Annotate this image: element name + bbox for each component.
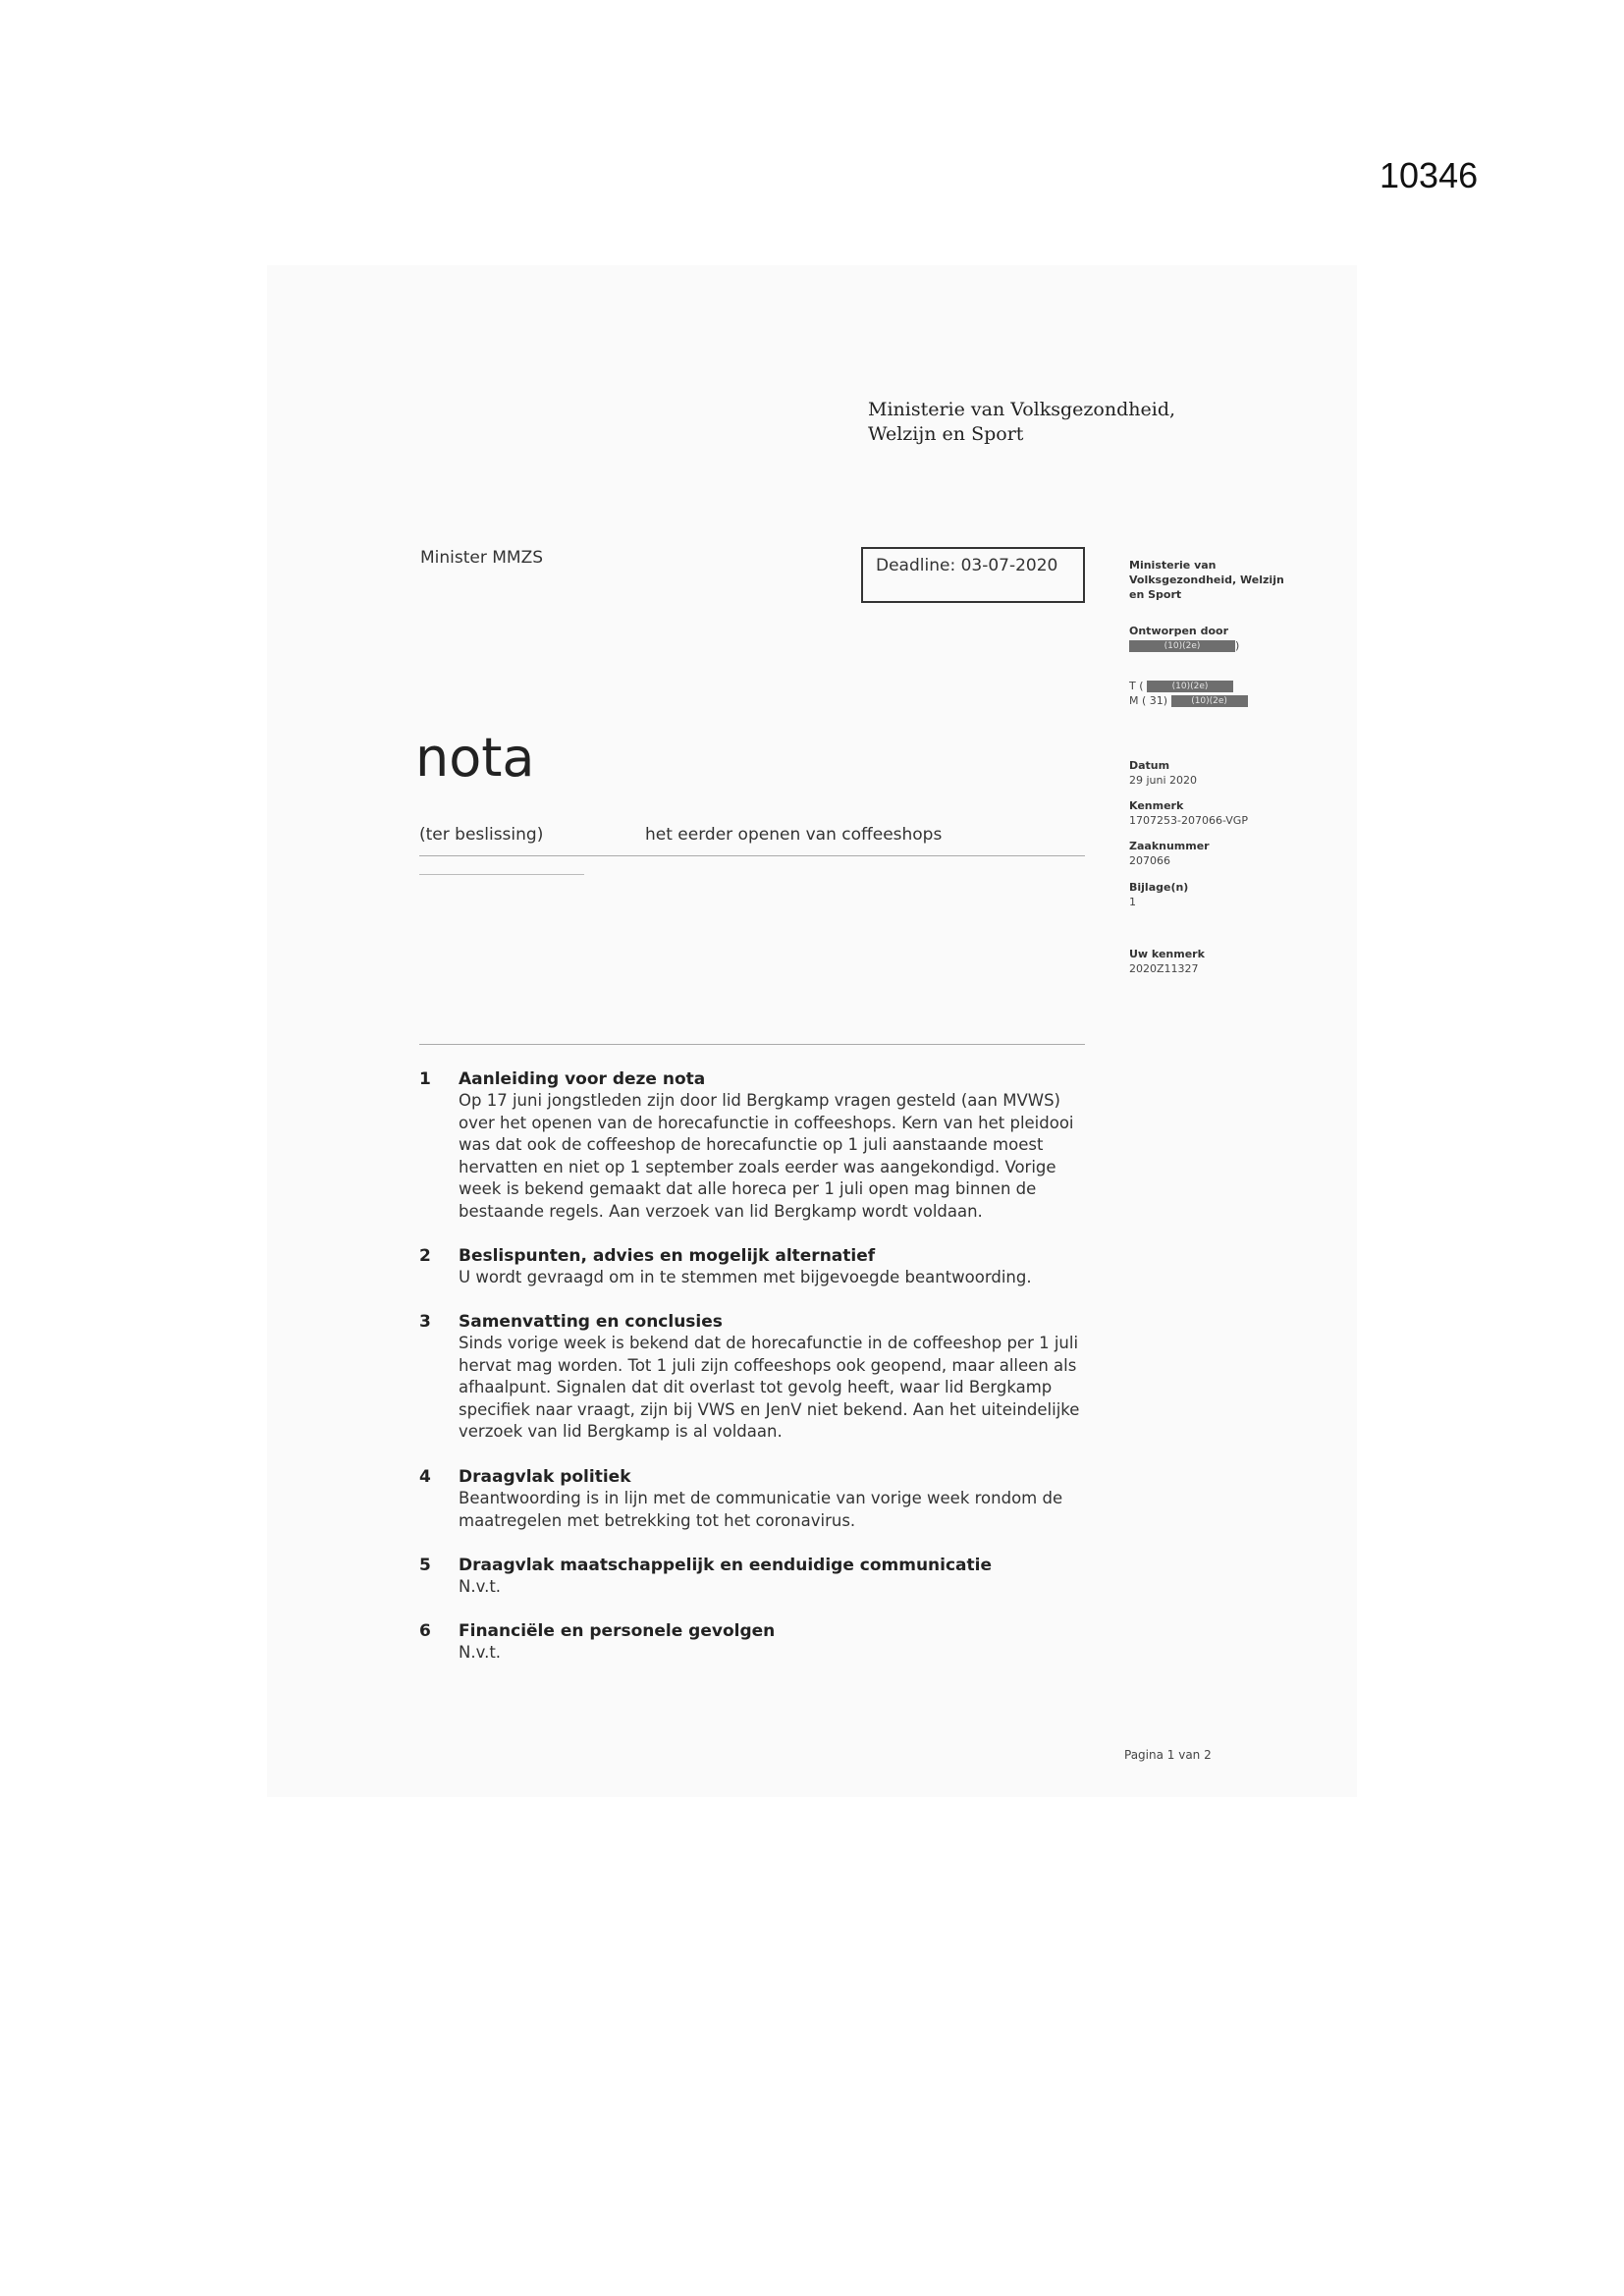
- bijlagen-block: [1129, 880, 1326, 909]
- sidebar-org-line: Ministerie van: [1129, 559, 1217, 572]
- ministry-letterhead: [868, 398, 1175, 447]
- section-number: 6: [419, 1621, 431, 1641]
- divider: [419, 874, 584, 875]
- section-heading: Aanleiding voor deze nota: [459, 1069, 706, 1089]
- kenmerk-label: Kenmerk: [1129, 799, 1184, 812]
- date-block: [1129, 758, 1326, 788]
- section: [419, 1068, 1074, 1223]
- section: [419, 1245, 1032, 1289]
- kenmerk-value: 1707253-207066-VGP: [1129, 814, 1248, 827]
- bijlagen-value: 1: [1129, 896, 1136, 908]
- body-line: week is bekend gemaakt dat alle horeca per 1 juli open mag binnen de: [459, 1179, 1037, 1198]
- phone-t-prefix: T (: [1129, 680, 1144, 692]
- designed-by-label: Ontworpen door: [1129, 625, 1228, 637]
- zaaknummer-label: Zaaknummer: [1129, 840, 1210, 852]
- section-heading: Draagvlak politiek: [459, 1467, 631, 1487]
- deadline-box: Deadline: 03-07-2020: [861, 547, 1085, 603]
- divider: [419, 855, 1085, 856]
- uw-kenmerk-value: 2020Z11327: [1129, 962, 1199, 975]
- body-line: was dat ook de coffeeshop de horecafunctie op 1 juli aanstaande moest: [459, 1135, 1044, 1154]
- section-number: 3: [419, 1312, 431, 1332]
- sidebar-org: [1129, 558, 1326, 602]
- section-body: [459, 1267, 1032, 1289]
- page-title: nota: [415, 727, 535, 789]
- letterhead-line-1: Ministerie van Volksgezondheid,: [868, 399, 1176, 420]
- sidebar-org-line: en Sport: [1129, 588, 1182, 601]
- phone-m-prefix: M ( 31): [1129, 694, 1168, 707]
- body-line: hervat mag worden. Tot 1 juli zijn coffeeshops ook geopend, maar alleen als: [459, 1355, 1077, 1375]
- bijlagen-label: Bijlage(n): [1129, 881, 1189, 894]
- phone-block: [1129, 679, 1326, 708]
- section-body: [459, 1576, 992, 1599]
- section-heading: Draagvlak maatschappelijk en eenduidige communicatie: [459, 1556, 993, 1575]
- designed-by-block: [1129, 624, 1326, 653]
- document-number: 10346: [1380, 155, 1479, 195]
- body-line: U wordt gevraagd om in te stemmen met bijgevoegde beantwoording.: [459, 1268, 1032, 1286]
- body-line: Op 17 juni jongstleden zijn door lid Bergkamp vragen gesteld (aan MVWS): [459, 1091, 1060, 1110]
- addressee: Minister MMZS: [420, 548, 544, 568]
- section-body: [459, 1642, 775, 1665]
- letterhead-line-2: Welzijn en Sport: [868, 423, 1024, 445]
- section-number: 4: [419, 1467, 431, 1487]
- body-line: over het openen van de horecafunctie in coffeeshops. Kern van het pleidooi: [459, 1113, 1074, 1132]
- zaaknummer-block: [1129, 839, 1326, 868]
- section-body: [459, 1090, 1074, 1223]
- body-line: N.v.t.: [459, 1643, 502, 1662]
- body-line: N.v.t.: [459, 1577, 502, 1596]
- redaction-mark: (10)(2e): [1171, 695, 1248, 707]
- date-label: Datum: [1129, 759, 1170, 772]
- subject: het eerder openen van coffeeshops: [645, 825, 943, 845]
- section: [419, 1620, 775, 1665]
- body-line: verzoek van lid Bergkamp is al voldaan.: [459, 1422, 783, 1441]
- body-line: Sinds vorige week is bekend dat de horecafunctie in de coffeeshop per 1 juli: [459, 1334, 1079, 1352]
- kenmerk-block: [1129, 798, 1326, 828]
- date-value: 29 juni 2020: [1129, 774, 1198, 787]
- section-body: [459, 1488, 1062, 1532]
- body-line: Beantwoording is in lijn met de communicatie van vorige week rondom de: [459, 1489, 1063, 1507]
- page-footer: Pagina 1 van 2: [1124, 1748, 1212, 1762]
- body-line: hervatten en niet op 1 september zoals eerder was aangekondigd. Vorige: [459, 1157, 1056, 1176]
- redaction-mark: (10)(2e): [1147, 681, 1233, 692]
- section-heading: Financiële en personele gevolgen: [459, 1621, 776, 1641]
- uw-kenmerk-label: Uw kenmerk: [1129, 948, 1205, 960]
- subject-type: (ter beslissing): [419, 825, 544, 845]
- redaction-mark: (10)(2e): [1129, 640, 1235, 652]
- section-body: [459, 1333, 1079, 1444]
- body-line: specifiek naar vraagt, zijn bij VWS en JenV niet bekend. Aan het uiteindelijke: [459, 1399, 1080, 1419]
- section-heading: Samenvatting en conclusies: [459, 1312, 723, 1332]
- divider: [419, 1044, 1085, 1045]
- section: [419, 1555, 992, 1599]
- section: [419, 1466, 1062, 1532]
- section-number: 2: [419, 1246, 431, 1266]
- section-number: 1: [419, 1069, 431, 1089]
- body-line: maatregelen met betrekking tot het coronavirus.: [459, 1510, 856, 1530]
- section-heading: Beslispunten, advies en mogelijk alternatief: [459, 1246, 876, 1266]
- uw-kenmerk-block: [1129, 947, 1326, 976]
- body-line: bestaande regels. Aan verzoek van lid Bergkamp wordt voldaan.: [459, 1201, 983, 1221]
- zaaknummer-value: 207066: [1129, 854, 1170, 867]
- designed-by-suffix: ): [1235, 639, 1240, 652]
- section-number: 5: [419, 1556, 431, 1575]
- sidebar-org-line: Volksgezondheid, Welzijn: [1129, 574, 1284, 586]
- body-line: afhaalpunt. Signalen dat dit overlast tot gevolg heeft, waar lid Bergkamp: [459, 1378, 1053, 1396]
- section: [419, 1311, 1079, 1444]
